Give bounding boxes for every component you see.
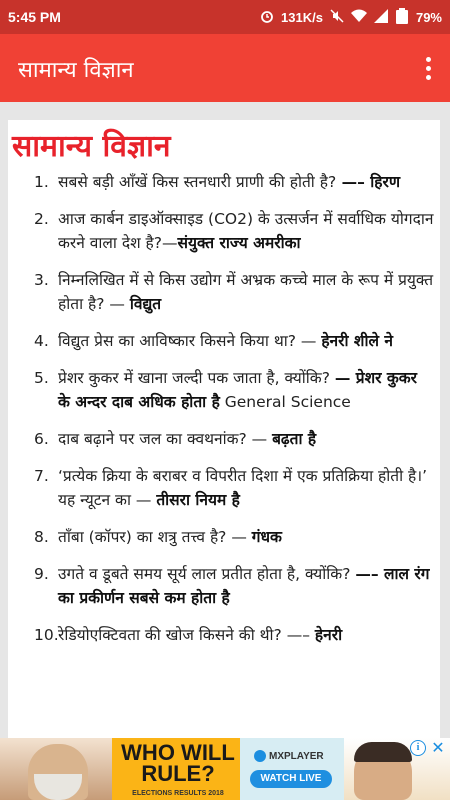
answer-text: तीसरा नियम है <box>156 491 240 509</box>
question-number: 7. <box>34 467 49 485</box>
question-number: 2. <box>34 210 49 228</box>
question-text: रेडियोएक्टिवता की खोज किसने की थी? —– <box>58 626 315 644</box>
question-text: उगते व डूबते समय सूर्य लाल प्रतीत होता है, क्योंकि? <box>58 565 356 583</box>
answer-text: हेनरी शीले ने <box>321 332 393 350</box>
question-number: 6. <box>34 430 49 448</box>
question-text: सबसे बड़ी आँखें किस स्तनधारी प्राणी की होती है? <box>58 173 337 191</box>
signal-icon <box>374 9 388 26</box>
ad-info-icon[interactable]: i <box>410 740 426 756</box>
question-item <box>8 562 440 610</box>
question-number: 10. <box>34 626 59 644</box>
answer-text: विद्युत <box>129 295 162 313</box>
ad-controls <box>410 740 446 756</box>
question-item <box>8 525 440 549</box>
answer-text: —– हिरण <box>336 173 401 191</box>
ad-close-icon[interactable]: ✕ <box>431 738 445 757</box>
app-title: सामान्य विज्ञान <box>18 58 134 83</box>
battery-level: 79% <box>415 10 442 25</box>
question-number: 5. <box>34 369 49 387</box>
answer-text: संयुक्त राज्य अमरीका <box>177 234 301 252</box>
answer-text: — प्रेशर कुकर के अन्दर दाब अधिक होता है <box>58 369 418 411</box>
portrait-right-hair <box>354 742 412 762</box>
question-text: आज कार्बन डाइऑक्साइड (CO2) के उत्सर्जन में सर्वाधिक योगदान करने वाला देश है?— <box>58 210 434 252</box>
alarm-icon <box>260 9 274 26</box>
question-item <box>8 268 440 316</box>
ad-brand: MXPLAYER <box>269 750 324 762</box>
status-icons <box>260 8 442 27</box>
question-item <box>8 464 440 512</box>
play-icon <box>254 750 266 762</box>
ad-banner[interactable] <box>0 738 450 800</box>
question-number: 3. <box>34 271 49 289</box>
ad-mid-panel <box>240 738 344 800</box>
question-text: ‘प्रत्येक क्रिया के बराबर व विपरीत दिशा में एक प्रतिक्रिया होती है।’ यह न्यूटन का — <box>58 467 428 509</box>
question-number: 9. <box>34 565 49 583</box>
ad-headline: WHO WILL RULE? <box>121 740 235 786</box>
mxplayer-logo <box>254 750 324 762</box>
status-time: 5:45 PM <box>8 9 61 25</box>
question-text: ताँबा (कॉपर) का शत्रु तत्त्व है? — <box>58 528 252 546</box>
app-bar <box>0 34 450 102</box>
question-list <box>8 170 440 660</box>
question-item <box>8 207 440 255</box>
question-number: 1. <box>34 173 49 191</box>
question-text: प्रेशर कुकर में खाना जल्दी पक जाता है, क्योंकि? <box>58 369 335 387</box>
answer-text: गंधक <box>251 528 282 546</box>
question-item <box>8 329 440 353</box>
question-text: विद्युत प्रेस का आविष्कार किसने किया था? — <box>58 332 322 350</box>
question-item <box>8 427 440 451</box>
question-text: दाब बढ़ाने पर जल का क्वथनांक? — <box>58 430 273 448</box>
page-heading: सामान्य विज्ञान <box>12 129 171 164</box>
answer-text: —– लाल रंग का प्रकीर्णन सबसे कम होता है <box>58 565 430 607</box>
question-item <box>8 366 440 414</box>
ad-center-panel <box>112 738 240 800</box>
answer-text: बढ़ता है <box>272 430 317 448</box>
question-text: निम्नलिखित में से किस उद्योग में अभ्रक कच्चे माल के रूप में प्रयुक्त होता है? — <box>58 271 434 313</box>
question-number: 4. <box>34 332 49 350</box>
ad-subline: ELECTIONS RESULTS 2018 <box>132 790 224 797</box>
question-item <box>8 170 440 194</box>
mute-icon <box>330 9 344 26</box>
answer-text: हेनरी <box>314 626 343 644</box>
overflow-menu-icon[interactable] <box>420 54 436 84</box>
watch-live-button[interactable]: WATCH LIVE <box>250 770 332 788</box>
ad-left-image <box>0 738 112 800</box>
article-card <box>8 120 440 738</box>
status-bar <box>0 0 450 34</box>
net-speed: 131K/s <box>281 10 323 25</box>
question-number: 8. <box>34 528 49 546</box>
content-area[interactable] <box>0 102 450 738</box>
wifi-icon <box>351 9 367 26</box>
battery-icon <box>395 8 409 27</box>
answer-extra: General Science <box>219 393 351 411</box>
question-item <box>8 623 440 647</box>
